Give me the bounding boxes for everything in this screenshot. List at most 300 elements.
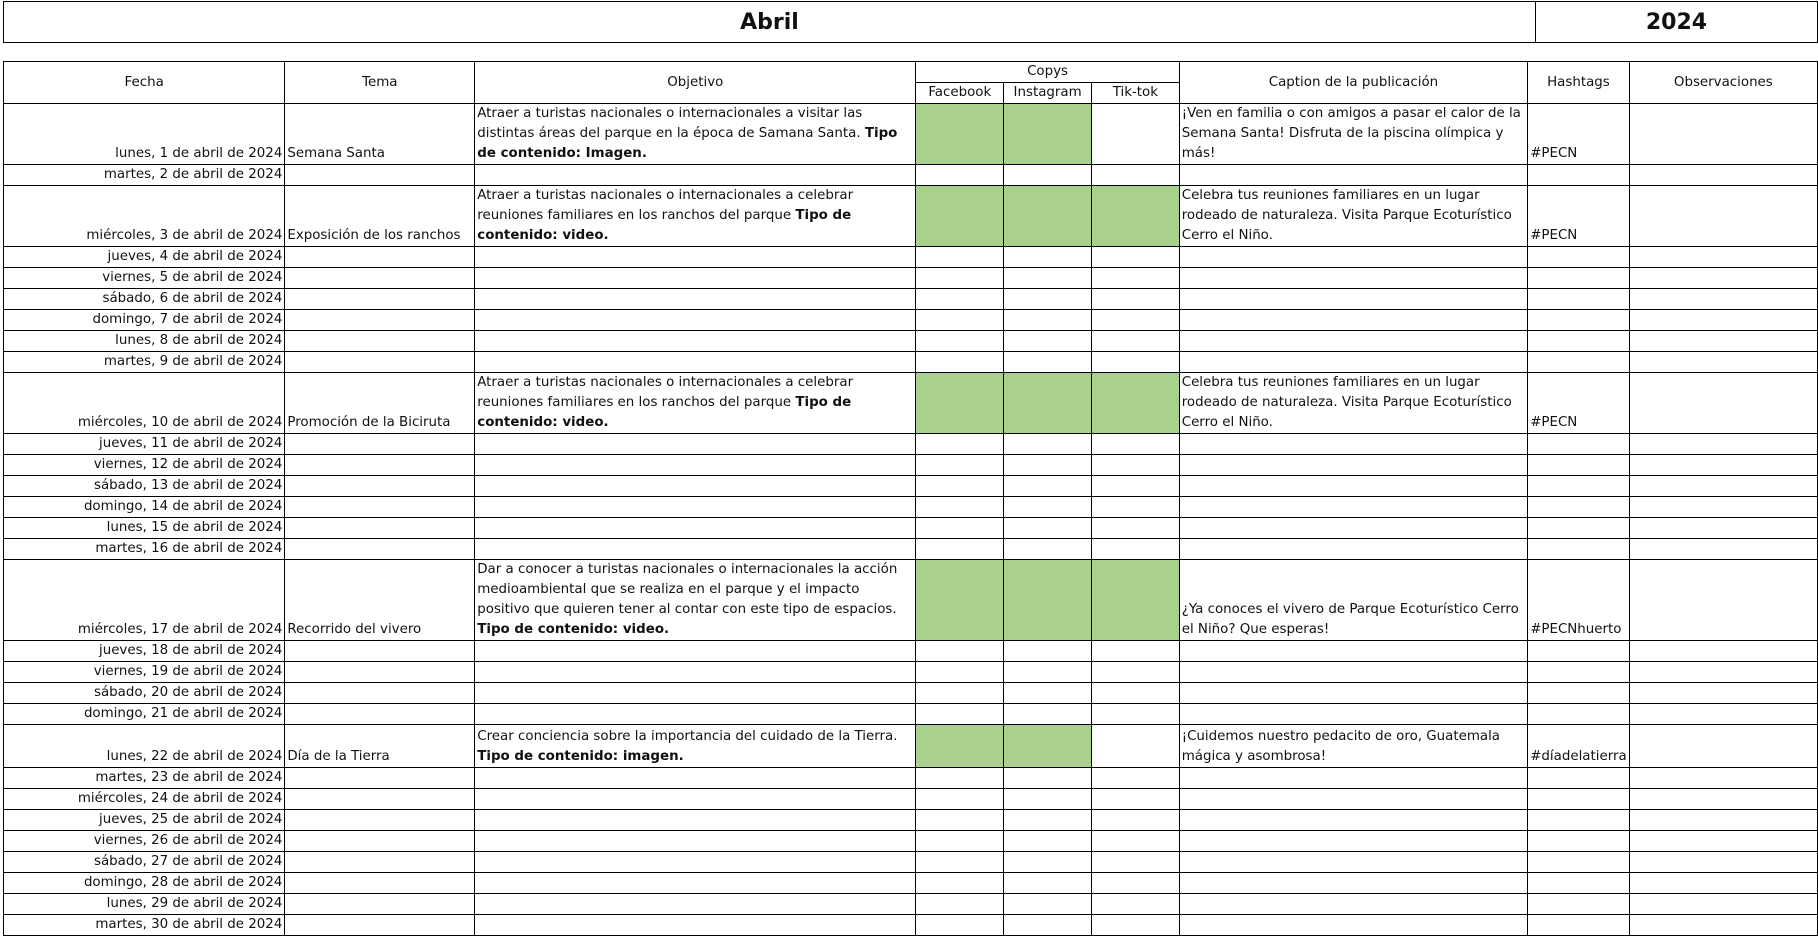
cell-hashtags[interactable]	[1528, 310, 1630, 331]
table-row	[4, 789, 1818, 810]
cell-objetivo[interactable]	[475, 641, 916, 662]
cell-hashtags[interactable]: #PECN	[1528, 373, 1630, 434]
cell-objetivo[interactable]	[475, 539, 916, 560]
cell-objetivo[interactable]	[475, 704, 916, 725]
cell-objetivo[interactable]	[475, 331, 916, 352]
cell-objetivo[interactable]	[475, 789, 916, 810]
cell-caption[interactable]: Celebra tus reuniones familiares en un lugar rodeado de naturaleza. Visita Parque Ecoturístico Cerro el Niño.	[1179, 373, 1527, 434]
cell-facebook[interactable]	[916, 434, 1004, 455]
cell-tiktok[interactable]	[1092, 289, 1180, 310]
cell-instagram[interactable]	[1004, 873, 1092, 894]
cell-tema[interactable]	[285, 539, 475, 560]
cell-hashtags[interactable]	[1528, 539, 1630, 560]
cell-tema[interactable]	[285, 268, 475, 289]
table-row	[4, 894, 1818, 915]
cell-fecha[interactable]: lunes, 1 de abril de 2024	[4, 104, 285, 165]
cell-hashtags[interactable]	[1528, 434, 1630, 455]
cell-tema[interactable]	[285, 852, 475, 873]
cell-facebook[interactable]	[916, 518, 1004, 539]
cell-objetivo[interactable]	[475, 831, 916, 852]
cell-hashtags[interactable]	[1528, 352, 1630, 373]
cell-tema[interactable]	[285, 915, 475, 936]
cell-tiktok[interactable]	[1092, 268, 1180, 289]
cell-tiktok[interactable]	[1092, 641, 1180, 662]
cell-facebook[interactable]	[916, 560, 1004, 641]
cell-objetivo[interactable]	[475, 894, 916, 915]
cell-observaciones[interactable]	[1629, 331, 1817, 352]
cell-instagram[interactable]	[1004, 662, 1092, 683]
cell-facebook[interactable]	[916, 915, 1004, 936]
cell-caption[interactable]	[1179, 476, 1527, 497]
cell-tema[interactable]	[285, 289, 475, 310]
cell-facebook[interactable]	[916, 289, 1004, 310]
cell-observaciones[interactable]	[1629, 247, 1817, 268]
cell-tiktok[interactable]	[1092, 497, 1180, 518]
cell-objetivo[interactable]	[475, 165, 916, 186]
cell-fecha[interactable]: martes, 30 de abril de 2024	[4, 915, 285, 936]
cell-caption[interactable]	[1179, 268, 1527, 289]
cell-hashtags[interactable]	[1528, 289, 1630, 310]
header-hashtags[interactable]: Hashtags	[1528, 62, 1630, 104]
cell-tema[interactable]	[285, 683, 475, 704]
cell-fecha[interactable]: sábado, 20 de abril de 2024	[4, 683, 285, 704]
cell-objetivo[interactable]	[475, 725, 916, 768]
cell-instagram[interactable]	[1004, 704, 1092, 725]
cell-caption[interactable]	[1179, 455, 1527, 476]
cell-facebook[interactable]	[916, 789, 1004, 810]
cell-hashtags[interactable]	[1528, 497, 1630, 518]
table-row	[4, 289, 1818, 310]
cell-tema[interactable]	[285, 247, 475, 268]
header-facebook[interactable]: Facebook	[916, 83, 1004, 104]
cell-observaciones[interactable]	[1629, 497, 1817, 518]
cell-tiktok[interactable]	[1092, 352, 1180, 373]
cell-hashtags[interactable]	[1528, 455, 1630, 476]
cell-caption[interactable]	[1179, 768, 1527, 789]
cell-fecha[interactable]: lunes, 15 de abril de 2024	[4, 518, 285, 539]
cell-observaciones[interactable]	[1629, 831, 1817, 852]
cell-observaciones[interactable]	[1629, 894, 1817, 915]
cell-facebook[interactable]	[916, 539, 1004, 560]
cell-caption[interactable]	[1179, 434, 1527, 455]
cell-instagram[interactable]	[1004, 268, 1092, 289]
cell-objetivo[interactable]	[475, 186, 916, 247]
cell-instagram[interactable]	[1004, 915, 1092, 936]
cell-facebook[interactable]	[916, 662, 1004, 683]
cell-tiktok[interactable]	[1092, 704, 1180, 725]
cell-fecha[interactable]: jueves, 11 de abril de 2024	[4, 434, 285, 455]
cell-facebook[interactable]	[916, 352, 1004, 373]
cell-observaciones[interactable]	[1629, 641, 1817, 662]
cell-objetivo[interactable]	[475, 455, 916, 476]
table-row	[4, 768, 1818, 789]
cell-hashtags[interactable]	[1528, 852, 1630, 873]
cell-tema[interactable]	[285, 810, 475, 831]
cell-fecha[interactable]: martes, 2 de abril de 2024	[4, 165, 285, 186]
cell-tiktok[interactable]	[1092, 894, 1180, 915]
cell-fecha[interactable]: lunes, 22 de abril de 2024	[4, 725, 285, 768]
cell-tiktok[interactable]	[1092, 539, 1180, 560]
cell-observaciones[interactable]	[1629, 455, 1817, 476]
content-calendar-table	[3, 61, 1818, 936]
cell-tiktok[interactable]	[1092, 683, 1180, 704]
table-row	[4, 683, 1818, 704]
cell-hashtags[interactable]	[1528, 476, 1630, 497]
cell-observaciones[interactable]	[1629, 768, 1817, 789]
cell-caption[interactable]: Celebra tus reuniones familiares en un lugar rodeado de naturaleza. Visita Parque Ecoturístico Cerro el Niño.	[1179, 186, 1527, 247]
content-type-label: Tipo de contenido: Imagen.	[477, 126, 898, 161]
cell-tema[interactable]	[285, 704, 475, 725]
cell-caption[interactable]	[1179, 497, 1527, 518]
cell-instagram[interactable]	[1004, 518, 1092, 539]
cell-tema[interactable]	[285, 497, 475, 518]
cell-objetivo[interactable]	[475, 768, 916, 789]
cell-facebook[interactable]	[916, 768, 1004, 789]
cell-facebook[interactable]	[916, 247, 1004, 268]
cell-tema[interactable]	[285, 352, 475, 373]
cell-caption[interactable]	[1179, 518, 1527, 539]
cell-fecha[interactable]: domingo, 7 de abril de 2024	[4, 310, 285, 331]
cell-observaciones[interactable]	[1629, 476, 1817, 497]
cell-fecha[interactable]: martes, 16 de abril de 2024	[4, 539, 285, 560]
cell-hashtags[interactable]	[1528, 247, 1630, 268]
cell-observaciones[interactable]	[1629, 165, 1817, 186]
cell-caption[interactable]	[1179, 852, 1527, 873]
cell-observaciones[interactable]	[1629, 810, 1817, 831]
cell-facebook[interactable]	[916, 810, 1004, 831]
cell-observaciones[interactable]	[1629, 683, 1817, 704]
cell-observaciones[interactable]	[1629, 373, 1817, 434]
cell-tema[interactable]	[285, 310, 475, 331]
cell-fecha[interactable]: jueves, 18 de abril de 2024	[4, 641, 285, 662]
header-instagram[interactable]: Instagram	[1004, 83, 1092, 104]
cell-instagram[interactable]	[1004, 373, 1092, 434]
cell-facebook[interactable]	[916, 497, 1004, 518]
cell-objetivo[interactable]	[475, 289, 916, 310]
cell-caption[interactable]	[1179, 789, 1527, 810]
cell-fecha[interactable]: jueves, 4 de abril de 2024	[4, 247, 285, 268]
cell-fecha[interactable]: domingo, 28 de abril de 2024	[4, 873, 285, 894]
cell-hashtags[interactable]: #díadelatierra	[1528, 725, 1630, 768]
cell-observaciones[interactable]	[1629, 662, 1817, 683]
cell-tiktok[interactable]	[1092, 104, 1180, 165]
cell-observaciones[interactable]	[1629, 352, 1817, 373]
cell-fecha[interactable]: sábado, 27 de abril de 2024	[4, 852, 285, 873]
cell-facebook[interactable]	[916, 165, 1004, 186]
cell-caption[interactable]	[1179, 894, 1527, 915]
cell-tiktok[interactable]	[1092, 915, 1180, 936]
cell-objetivo[interactable]	[475, 683, 916, 704]
cell-caption[interactable]	[1179, 539, 1527, 560]
cell-objetivo[interactable]	[475, 352, 916, 373]
cell-observaciones[interactable]	[1629, 186, 1817, 247]
cell-observaciones[interactable]	[1629, 560, 1817, 641]
cell-observaciones[interactable]	[1629, 873, 1817, 894]
cell-objetivo[interactable]	[475, 268, 916, 289]
table-row	[4, 268, 1818, 289]
cell-objetivo[interactable]	[475, 104, 916, 165]
cell-instagram[interactable]	[1004, 186, 1092, 247]
cell-objetivo[interactable]	[475, 310, 916, 331]
cell-instagram[interactable]	[1004, 894, 1092, 915]
cell-instagram[interactable]	[1004, 560, 1092, 641]
cell-fecha[interactable]: martes, 9 de abril de 2024	[4, 352, 285, 373]
cell-caption[interactable]	[1179, 831, 1527, 852]
cell-hashtags[interactable]	[1528, 873, 1630, 894]
cell-instagram[interactable]	[1004, 104, 1092, 165]
cell-facebook[interactable]	[916, 852, 1004, 873]
cell-fecha[interactable]: viernes, 12 de abril de 2024	[4, 455, 285, 476]
cell-instagram[interactable]	[1004, 725, 1092, 768]
cell-facebook[interactable]	[916, 725, 1004, 768]
cell-caption[interactable]	[1179, 289, 1527, 310]
cell-facebook[interactable]	[916, 310, 1004, 331]
cell-observaciones[interactable]	[1629, 539, 1817, 560]
cell-caption[interactable]	[1179, 247, 1527, 268]
cell-caption[interactable]	[1179, 352, 1527, 373]
cell-tema[interactable]	[285, 331, 475, 352]
cell-tema[interactable]: Recorrido del vivero	[285, 560, 475, 641]
cell-hashtags[interactable]	[1528, 165, 1630, 186]
cell-hashtags[interactable]	[1528, 768, 1630, 789]
cell-caption[interactable]	[1179, 165, 1527, 186]
cell-observaciones[interactable]	[1629, 104, 1817, 165]
cell-instagram[interactable]	[1004, 247, 1092, 268]
cell-tiktok[interactable]	[1092, 476, 1180, 497]
table-row	[4, 310, 1818, 331]
cell-instagram[interactable]	[1004, 310, 1092, 331]
cell-tema[interactable]: Día de la Tierra	[285, 725, 475, 768]
cell-fecha[interactable]: miércoles, 24 de abril de 2024	[4, 789, 285, 810]
cell-objetivo[interactable]	[475, 497, 916, 518]
cell-tema[interactable]	[285, 831, 475, 852]
cell-observaciones[interactable]	[1629, 518, 1817, 539]
cell-instagram[interactable]	[1004, 331, 1092, 352]
cell-hashtags[interactable]	[1528, 915, 1630, 936]
cell-fecha[interactable]: viernes, 26 de abril de 2024	[4, 831, 285, 852]
cell-instagram[interactable]	[1004, 789, 1092, 810]
cell-instagram[interactable]	[1004, 497, 1092, 518]
cell-tiktok[interactable]	[1092, 373, 1180, 434]
cell-tema[interactable]: Semana Santa	[285, 104, 475, 165]
cell-facebook[interactable]	[916, 104, 1004, 165]
cell-tema[interactable]: Exposición de los ranchos	[285, 186, 475, 247]
cell-instagram[interactable]	[1004, 455, 1092, 476]
cell-facebook[interactable]	[916, 476, 1004, 497]
cell-instagram[interactable]	[1004, 434, 1092, 455]
cell-fecha[interactable]: lunes, 29 de abril de 2024	[4, 894, 285, 915]
cell-facebook[interactable]	[916, 455, 1004, 476]
cell-fecha[interactable]: miércoles, 10 de abril de 2024	[4, 373, 285, 434]
cell-fecha[interactable]: martes, 23 de abril de 2024	[4, 768, 285, 789]
cell-instagram[interactable]	[1004, 768, 1092, 789]
cell-instagram[interactable]	[1004, 810, 1092, 831]
cell-tiktok[interactable]	[1092, 247, 1180, 268]
header-copys[interactable]: Copys	[916, 62, 1179, 83]
header-observaciones[interactable]: Observaciones	[1629, 62, 1817, 104]
cell-observaciones[interactable]	[1629, 434, 1817, 455]
cell-facebook[interactable]	[916, 683, 1004, 704]
cell-observaciones[interactable]	[1629, 268, 1817, 289]
cell-tiktok[interactable]	[1092, 331, 1180, 352]
content-type-label: Tipo de contenido: video.	[477, 208, 852, 243]
year-title: 2024	[1536, 2, 1818, 43]
cell-objetivo[interactable]	[475, 434, 916, 455]
header-tiktok[interactable]: Tik-tok	[1092, 83, 1180, 104]
cell-tema[interactable]	[285, 518, 475, 539]
cell-objetivo[interactable]	[475, 873, 916, 894]
cell-fecha[interactable]: miércoles, 3 de abril de 2024	[4, 186, 285, 247]
cell-observaciones[interactable]	[1629, 725, 1817, 768]
cell-instagram[interactable]	[1004, 641, 1092, 662]
cell-tiktok[interactable]	[1092, 165, 1180, 186]
cell-objetivo[interactable]	[475, 560, 916, 641]
cell-tema[interactable]: Promoción de la Biciruta	[285, 373, 475, 434]
table-row	[4, 165, 1818, 186]
cell-tema[interactable]	[285, 873, 475, 894]
table-row	[4, 873, 1818, 894]
cell-tema[interactable]	[285, 434, 475, 455]
cell-observaciones[interactable]	[1629, 704, 1817, 725]
cell-fecha[interactable]: domingo, 14 de abril de 2024	[4, 497, 285, 518]
cell-fecha[interactable]: viernes, 5 de abril de 2024	[4, 268, 285, 289]
cell-objetivo[interactable]	[475, 247, 916, 268]
cell-caption[interactable]	[1179, 662, 1527, 683]
cell-caption[interactable]	[1179, 873, 1527, 894]
content-type-label: Tipo de contenido: imagen.	[477, 749, 684, 764]
cell-tema[interactable]	[285, 894, 475, 915]
cell-fecha[interactable]: jueves, 25 de abril de 2024	[4, 810, 285, 831]
cell-observaciones[interactable]	[1629, 289, 1817, 310]
cell-tema[interactable]	[285, 641, 475, 662]
cell-observaciones[interactable]	[1629, 915, 1817, 936]
table-row	[4, 725, 1818, 768]
cell-fecha[interactable]: sábado, 13 de abril de 2024	[4, 476, 285, 497]
cell-tema[interactable]	[285, 476, 475, 497]
cell-hashtags[interactable]: #PECN	[1528, 186, 1630, 247]
header-caption[interactable]: Caption de la publicación	[1179, 62, 1527, 104]
objetivo-text: Crear conciencia sobre la importancia del cuidado de la Tierra.	[477, 729, 898, 744]
cell-hashtags[interactable]	[1528, 518, 1630, 539]
cell-hashtags[interactable]	[1528, 331, 1630, 352]
cell-tiktok[interactable]	[1092, 518, 1180, 539]
cell-tiktok[interactable]	[1092, 873, 1180, 894]
cell-tiktok[interactable]	[1092, 662, 1180, 683]
cell-objetivo[interactable]	[475, 662, 916, 683]
header-fecha[interactable]: Fecha	[4, 62, 285, 104]
cell-objetivo[interactable]	[475, 373, 916, 434]
cell-fecha[interactable]: viernes, 19 de abril de 2024	[4, 662, 285, 683]
cell-hashtags[interactable]	[1528, 683, 1630, 704]
cell-tiktok[interactable]	[1092, 560, 1180, 641]
cell-tiktok[interactable]	[1092, 789, 1180, 810]
cell-facebook[interactable]	[916, 894, 1004, 915]
cell-hashtags[interactable]: #PECN	[1528, 104, 1630, 165]
cell-instagram[interactable]	[1004, 683, 1092, 704]
header-tema[interactable]: Tema	[285, 62, 475, 104]
cell-facebook[interactable]	[916, 641, 1004, 662]
cell-facebook[interactable]	[916, 186, 1004, 247]
cell-caption[interactable]: ¿Ya conoces el vivero de Parque Ecoturístico Cerro el Niño? Que esperas!	[1179, 560, 1527, 641]
cell-facebook[interactable]	[916, 373, 1004, 434]
cell-caption[interactable]: ¡Cuidemos nuestro pedacito de oro, Guatemala mágica y asombrosa!	[1179, 725, 1527, 768]
cell-tiktok[interactable]	[1092, 725, 1180, 768]
cell-tema[interactable]	[285, 455, 475, 476]
cell-hashtags[interactable]	[1528, 641, 1630, 662]
cell-instagram[interactable]	[1004, 852, 1092, 873]
cell-hashtags[interactable]	[1528, 810, 1630, 831]
cell-objetivo[interactable]	[475, 852, 916, 873]
cell-objetivo[interactable]	[475, 476, 916, 497]
cell-facebook[interactable]	[916, 873, 1004, 894]
cell-instagram[interactable]	[1004, 352, 1092, 373]
cell-tiktok[interactable]	[1092, 455, 1180, 476]
table-row	[4, 186, 1818, 247]
cell-hashtags[interactable]	[1528, 662, 1630, 683]
cell-caption[interactable]	[1179, 810, 1527, 831]
table-row	[4, 476, 1818, 497]
cell-caption[interactable]	[1179, 310, 1527, 331]
cell-hashtags[interactable]	[1528, 831, 1630, 852]
cell-hashtags[interactable]	[1528, 894, 1630, 915]
cell-tema[interactable]	[285, 768, 475, 789]
cell-hashtags[interactable]	[1528, 268, 1630, 289]
cell-objetivo[interactable]	[475, 810, 916, 831]
cell-tiktok[interactable]	[1092, 434, 1180, 455]
cell-instagram[interactable]	[1004, 831, 1092, 852]
table-row	[4, 831, 1818, 852]
cell-tiktok[interactable]	[1092, 852, 1180, 873]
cell-hashtags[interactable]	[1528, 789, 1630, 810]
cell-caption[interactable]	[1179, 331, 1527, 352]
cell-objetivo[interactable]	[475, 915, 916, 936]
cell-facebook[interactable]	[916, 268, 1004, 289]
cell-instagram[interactable]	[1004, 165, 1092, 186]
cell-caption[interactable]	[1179, 641, 1527, 662]
cell-tiktok[interactable]	[1092, 768, 1180, 789]
cell-facebook[interactable]	[916, 704, 1004, 725]
cell-fecha[interactable]: domingo, 21 de abril de 2024	[4, 704, 285, 725]
cell-tema[interactable]	[285, 662, 475, 683]
cell-instagram[interactable]	[1004, 539, 1092, 560]
cell-caption[interactable]	[1179, 683, 1527, 704]
cell-tema[interactable]	[285, 789, 475, 810]
cell-caption[interactable]	[1179, 704, 1527, 725]
cell-facebook[interactable]	[916, 331, 1004, 352]
cell-hashtags[interactable]	[1528, 704, 1630, 725]
cell-fecha[interactable]: miércoles, 17 de abril de 2024	[4, 560, 285, 641]
cell-tiktok[interactable]	[1092, 810, 1180, 831]
cell-caption[interactable]	[1179, 915, 1527, 936]
cell-observaciones[interactable]	[1629, 789, 1817, 810]
cell-fecha[interactable]: lunes, 8 de abril de 2024	[4, 331, 285, 352]
cell-observaciones[interactable]	[1629, 852, 1817, 873]
cell-facebook[interactable]	[916, 831, 1004, 852]
cell-hashtags[interactable]: #PECNhuerto	[1528, 560, 1630, 641]
cell-tiktok[interactable]	[1092, 831, 1180, 852]
table-row	[4, 662, 1818, 683]
cell-tiktok[interactable]	[1092, 186, 1180, 247]
cell-objetivo[interactable]	[475, 518, 916, 539]
cell-instagram[interactable]	[1004, 476, 1092, 497]
cell-fecha[interactable]: sábado, 6 de abril de 2024	[4, 289, 285, 310]
cell-observaciones[interactable]	[1629, 310, 1817, 331]
header-objetivo[interactable]: Objetivo	[475, 62, 916, 104]
cell-instagram[interactable]	[1004, 289, 1092, 310]
cell-caption[interactable]: ¡Ven en familia o con amigos a pasar el calor de la Semana Santa! Disfruta de la piscina olímpica y más!	[1179, 104, 1527, 165]
cell-tema[interactable]	[285, 165, 475, 186]
cell-tiktok[interactable]	[1092, 310, 1180, 331]
